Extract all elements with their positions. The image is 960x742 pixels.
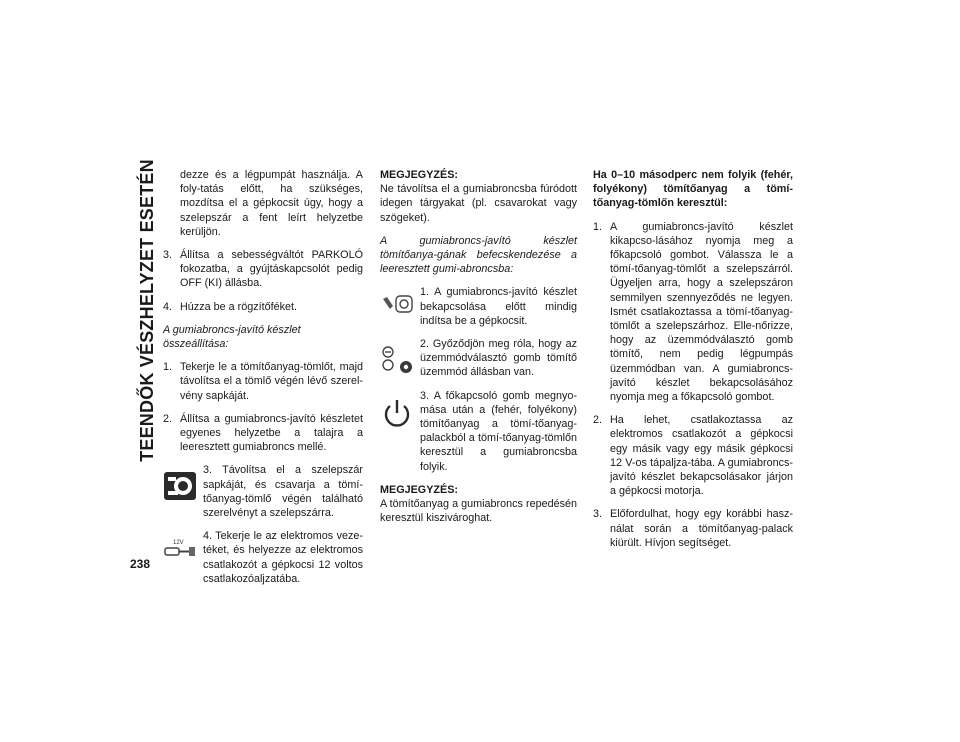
list-item-number: 3. xyxy=(163,249,173,262)
list-item-number: 4. xyxy=(163,300,173,313)
step-text: 3. Távolítsa el a szelepszár sapkáját, és csavarja a tömí-tőanyag-tömlő végén található szerelvényt a szelepszárra. xyxy=(203,464,363,520)
step-text: 1. A gumiabroncs-javító készlet bekapcsolása előtt mindig indítsa be a gépkocsit. xyxy=(420,286,577,327)
step-text: 3. A főkapcsoló gomb megnyo-mása után a (fehér, folyékony) tömítőanyag a tömí-tőanyag-palackból a tömí-tőanyag-tömlőn keresztül a gumiabroncsba folyik. xyxy=(420,389,577,473)
svg-text:12V: 12V xyxy=(173,540,184,547)
note-title: MEGJEGYZÉS: xyxy=(380,483,458,496)
intro-paragraph: dezze és a légpumpát használja. A foly-tatás előtt, ha szükséges, mozdítsa el a gépkocsit úgy, hogy a szelepszár a fent leírt helyzetbe kerüljön. xyxy=(180,169,363,238)
troubleshoot-heading: Ha 0–10 másodperc nem folyik (fehér, folyékony) tömítőanyag a tömí-tőanyag-tömlőn keresztül: xyxy=(593,169,793,210)
injection-subheading: A gumiabroncs-javító készlet tömítőanya-gának befecskendezése a leeresztett gumi-abroncsba: xyxy=(380,234,577,276)
list-item xyxy=(593,220,793,405)
list-item xyxy=(593,413,793,498)
list-item xyxy=(163,300,363,314)
list-item-text: Tekerje le a tömítőanyag-tömlőt, majd távolítsa el a tömlő végén lévő szerel-vény sapkáját. xyxy=(180,361,363,402)
note-title: MEGJEGYZÉS: xyxy=(380,169,458,181)
list-item-text: Állítsa a sebességváltót PARKOLÓ fokozatba, a gyújtáskapcsolót pedig OFF (KI) állásba. xyxy=(180,249,363,290)
icon-step xyxy=(380,285,577,328)
list-item xyxy=(163,248,363,291)
note-text: A tömítőanyag a gumiabroncs repedésén keresztül kiszivároghat. xyxy=(380,498,577,525)
list-item-text: Ha lehet, csatlakoztassa az elektromos csatlakozót a gépkocsi egy másik vagy egy másik gépkocsi 12 V-os tápaljza-tába. A gumiabroncs-javító készlet bekapcsolásakor járjon a gépkocsi motorja. xyxy=(610,414,793,498)
column-1 xyxy=(163,168,363,595)
list-item-number: 2. xyxy=(163,412,173,425)
step-text: 4. Tekerje le az elektromos veze-téket, és helyezze az elektromos csatlakozót a gépkocsi 12 voltos csatlakozóaljzatába. xyxy=(203,530,363,585)
power-plug-icon xyxy=(163,529,203,586)
step-text: 2. Győződjön meg róla, hogy az üzemmódválasztó gomb tömítő üzemmód állásban van. xyxy=(420,338,577,379)
power-button-icon xyxy=(380,389,420,474)
list-item-number: 1. xyxy=(163,361,173,374)
mode-selector-icon xyxy=(380,337,420,380)
list-item xyxy=(163,412,363,455)
key-ignition-icon xyxy=(380,285,420,328)
column-2 xyxy=(380,168,577,525)
icon-step xyxy=(380,389,577,474)
list-item-text: Állítsa a gumiabroncs-javító készletet egyenes helyzetbe a talajra a leeresztett gumiabroncs mellé. xyxy=(180,412,363,454)
valve-stem-icon xyxy=(163,463,203,520)
list-item-number: 1. xyxy=(593,220,603,233)
list-item-text: A gumiabroncs-javító készlet kikapcso-lásához nyomja meg a főkapcsoló gombot. Válassza le a tömí-tőanyag-tömlőt a szelepszárról. Ügyeljen arra, hogy a szelepszáron semmilyen szennyeződés ne legyen. Ismét csatlakoztassa a tömí-tőanyag-tömlőt a szelepszárhoz. Elle-nőrizze, hogy az üzemmódválasztó gomb tömítő, nem pedig légpumpás üzemmódban van. A gumiabroncs-javító készlet bekapcsolásához nyomja meg a főkapcsoló gombot. xyxy=(610,220,793,404)
side-title xyxy=(130,160,164,460)
list-item-text: Húzza be a rögzítőféket. xyxy=(180,300,298,313)
note-text: Ne távolítsa el a gumiabroncsba fúródott idegen tárgyakat (pl. csavarokat vagy szögeket). xyxy=(380,183,577,224)
column-3 xyxy=(593,168,793,559)
list-item-text: Előfordulhat, hogy egy korábbi hasz-nálat során a tömítőanyag-palack kiürült. Hívjon segítséget. xyxy=(610,508,793,549)
list-item-number: 2. xyxy=(593,414,603,427)
page-number: 238 xyxy=(130,557,151,571)
list-item xyxy=(163,360,363,403)
icon-step xyxy=(163,529,363,586)
icon-step xyxy=(380,337,577,380)
list-item-number: 3. xyxy=(593,508,603,521)
icon-step xyxy=(163,463,363,520)
side-title-text: TEENDŐK VÉSZHELYZET ESETÉN xyxy=(136,158,157,462)
list-item xyxy=(593,507,793,550)
assembly-subheading: A gumiabroncs-javító készlet összeállítása: xyxy=(163,323,301,351)
